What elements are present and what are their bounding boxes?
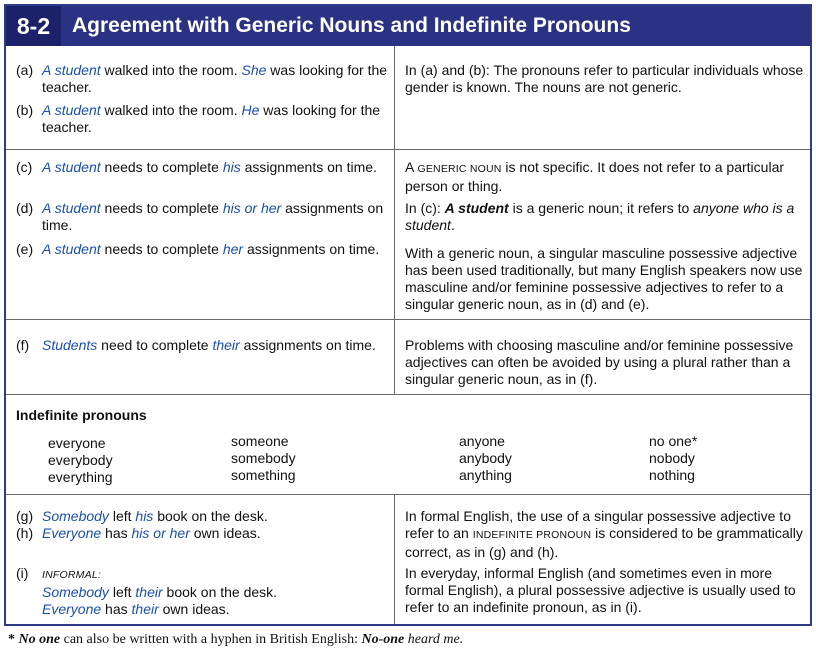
pronoun-word: no one* [649,433,698,449]
example-i: (i) INFORMAL: Somebody left their book on the desk. Everyone has their own ideas. [16,565,278,617]
example-b: (b) A student walked into the room. He was looking for the teacher. [16,102,381,135]
example-a: (a) A student walked into the room. She was looking for the teacher. [16,62,388,95]
example-c: (c) A student needs to complete his assignments on time. [16,159,377,175]
pronoun-word: everything [48,469,113,485]
example-e: (e) A student needs to complete her assignments on time. [16,241,380,257]
row-indefinite-agreement [6,495,810,624]
example-g: (g) Somebody left his book on the desk. [16,508,268,524]
pronoun-word: everybody [48,452,113,468]
grammar-chart [4,4,812,626]
pronoun-word: nothing [649,467,695,483]
pronoun-word: everyone [48,435,106,451]
pronoun-word: anything [459,467,512,483]
chart-number: 8-2 [6,6,61,46]
pronoun-word: anybody [459,450,512,466]
note-generic-usage: With a generic noun, a singular masculine possessive adjective has been used traditionally, but many English speakers now use masculine and/or feminine possessive adjectives to refer to a singular generic noun, as in (d) and (e). [405,245,803,312]
indefinite-title: Indefinite pronouns [16,407,147,423]
pronoun-word: something [231,467,296,483]
row-generic-nouns [6,150,810,320]
note-generic-example: In (c): A student is a generic noun; it refers to anyone who is a student. [405,200,795,233]
note-generic-definition: A GENERIC NOUN is not specific. It does not refer to a particular person or thing. [405,159,785,194]
note-informal: In everyday, informal English (and sometimes even in more formal English), a plural possessive adjective is usually used to refer to an indefinite pronoun, as in (i). [405,565,796,615]
pronoun-word: someone [231,433,289,449]
chart-title: Agreement with Generic Nouns and Indefinite Pronouns [72,14,631,37]
pronoun-word: nobody [649,450,695,466]
pronoun-word: somebody [231,450,296,466]
example-f: (f) Students need to complete their assignments on time. [16,337,376,353]
example-d: (d) A student needs to complete his or her assignments on time. [16,200,384,233]
row-particular-nouns [6,46,810,150]
indefinite-pronouns-panel [6,395,810,495]
row-plural-generic [6,320,810,395]
example-h: (h) Everyone has his or her own ideas. [16,525,261,541]
note-particular: In (a) and (b): The pronouns refer to particular individuals whose gender is known. The nouns are not generic. [405,62,804,95]
pronoun-word: anyone [459,433,505,449]
note-plural: Problems with choosing masculine and/or feminine possessive adjectives can often be avoided by using a plural rather than a singular generic noun, as in (f). [405,337,794,387]
note-formal: In formal English, the use of a singular possessive adjective to refer to an INDEFINITE PRONOUN is considered to be grammatically correct, as in (g) and (h). [405,508,803,560]
chart-header [6,6,810,46]
footnote: * No one can also be written with a hyphen in British English: No-one heard me. [8,632,464,647]
